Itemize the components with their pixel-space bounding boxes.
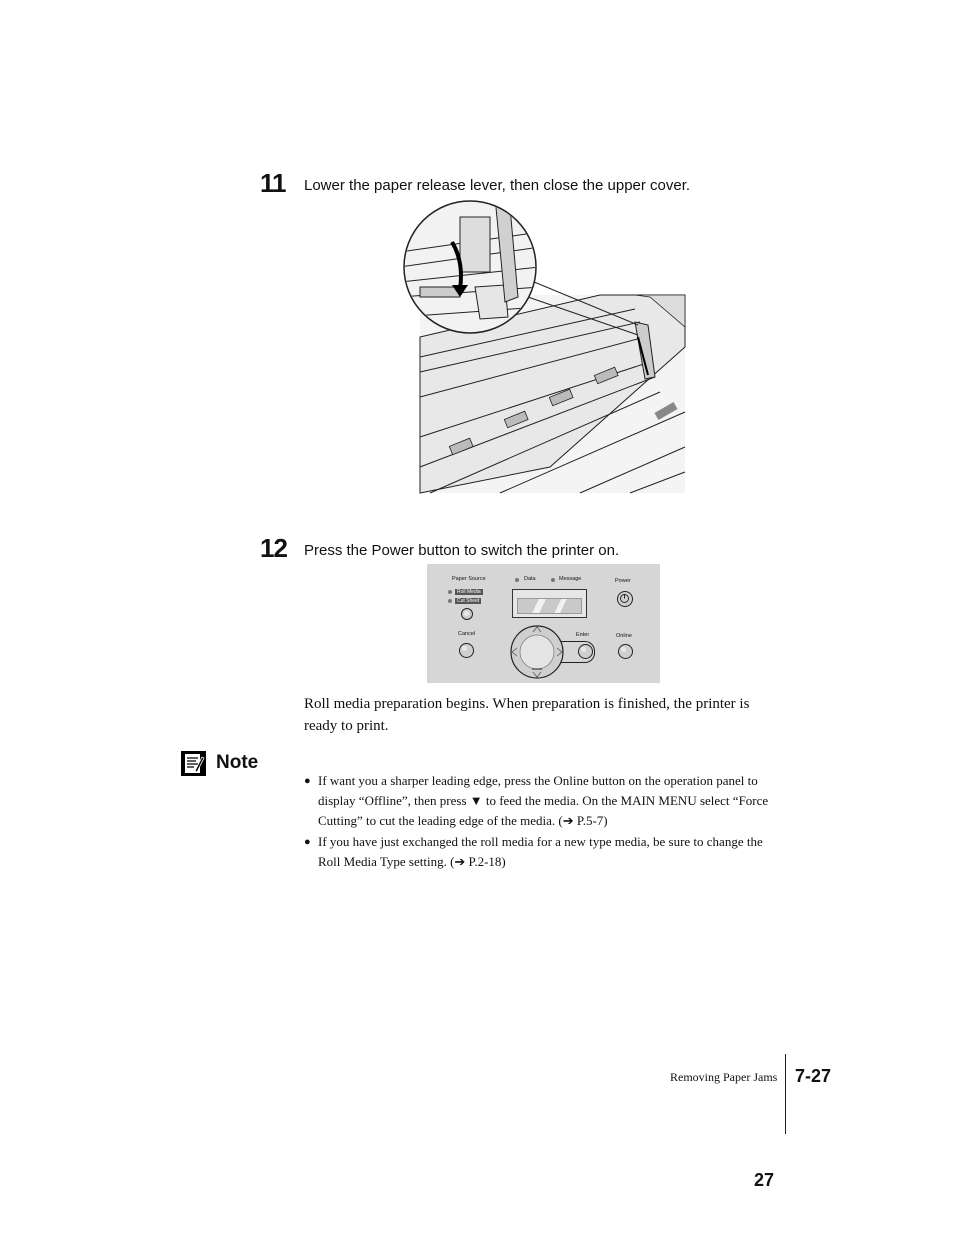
footer-divider [785, 1054, 786, 1134]
online-label: Online [616, 633, 632, 639]
cut-sheet-tag: Cut Sheet [457, 598, 480, 604]
paper-source-label: Paper Source [452, 576, 486, 582]
data-led [515, 578, 519, 582]
cut-sheet-led [448, 599, 452, 603]
note-bullet-text: If you have just exchanged the roll media for a new type media, be sure to change the Roll Media Type setting. (➔ P.2-18) [318, 834, 763, 870]
note-title: Note [216, 752, 259, 773]
bullet-dot-icon: ● [304, 775, 311, 787]
paper-source-button[interactable] [461, 608, 473, 620]
power-label: Power [615, 578, 631, 584]
cancel-button[interactable] [459, 643, 474, 658]
power-icon [618, 592, 631, 605]
note-bullet [304, 771, 780, 832]
message-led [551, 578, 555, 582]
step-11-text: Lower the paper release lever, then close the upper cover. [304, 177, 691, 194]
arrow-keypad[interactable] [509, 624, 565, 680]
note-bullet-text: If want you a sharper leading edge, press the Online button on the operation panel to display “Offline”, then press ▼ to feed the media. On the MAIN MENU select “Force Cutting” to cut the leading edge of the media. (➔ P.5-7) [318, 773, 769, 829]
page-number: 27 [754, 1170, 775, 1190]
lcd-display [512, 589, 587, 618]
note-icon [181, 751, 206, 776]
roll-media-tag: Roll Media [457, 589, 481, 595]
data-label: Data [524, 576, 536, 582]
enter-label: Enter [576, 632, 590, 638]
step-11-number: 11 [260, 168, 286, 198]
enter-button[interactable] [578, 644, 593, 659]
power-button[interactable] [617, 591, 633, 607]
footer-page-ref: 7-27 [795, 1066, 832, 1086]
cancel-label: Cancel [458, 631, 476, 637]
bullet-dot-icon: ● [304, 836, 311, 848]
note-bullet [304, 832, 780, 872]
step-12-number: 12 [260, 533, 287, 563]
online-button[interactable] [618, 644, 633, 659]
operation-panel [427, 564, 660, 683]
step-12-text: Press the Power button to switch the printer on. [304, 542, 620, 559]
roll-media-led [448, 590, 452, 594]
body-paragraph: Roll media preparation begins. When preparation is finished, the printer is ready to print. [304, 696, 750, 734]
message-label: Message [559, 576, 582, 582]
printer-lever-illustration [400, 197, 690, 497]
footer-section-title: Removing Paper Jams [670, 1070, 778, 1084]
